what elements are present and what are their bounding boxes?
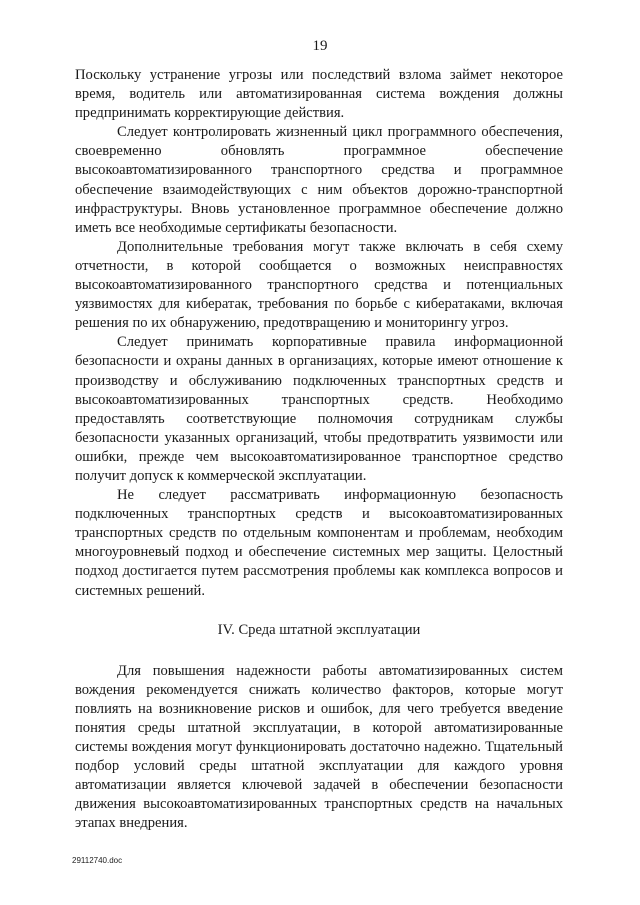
document-body [75,66,563,833]
section-heading: IV. Среда штатной эксплуатации [217,621,421,638]
document-file-id: 29112740.doc [72,856,123,865]
page-number: 19 [312,38,328,54]
paragraph-2: Следует контролировать жизненный цикл программного обеспечения, своевременно обновлять программное обеспечение высокоавтоматизированного транспортного средства и программное обеспечение взаимодействующих с ним объектов дорожно-транспортной инфраструктуры. Вновь установленное программное обеспечение должно иметь все необходимые сертификаты безопасности. [75,124,563,236]
section-paragraph: Для повышения надежности работы автоматизированных систем вождения рекомендуется снижать количество факторов, которые могут повлиять на возникновение рисков и ошибок, для чего требуется введение понятия среды штатной эксплуатации, в которой автоматизированные системы вождения могут функционировать достаточно надежно. Тщательный подбор условий среды штатной эксплуатации для каждого уровня автоматизации является ключевой задачей в обеспечении безопасности движения высокоавтоматизированных транспортных средств на начальных этапах внедрения. [75,662,563,832]
paragraph-5: Не следует рассматривать информационную безопасность подключенных транспортных средств и высокоавтоматизированных транспортных средств по отдельным компонентам и проблемам, необходим многоуровневый подход и обеспечение системных мер защиты. Целостный подход достигается путем рассмотрения проблемы как комплекса вопросов и системных решений. [75,487,563,599]
paragraph-4: Следует принимать корпоративные правила информационной безопасности и охраны данных в организациях, которые имеют отношение к производству и обслуживанию подключенных транспортных средств и высокоавтоматизированных транспортных средств. Необходимо предоставлять соответствующие полномочия сотрудникам службы безопасности указанных организаций, чтобы предотвратить уязвимости или ошибки, прежде чем высокоавтоматизированное транспортное средство получит допуск к коммерческой эксплуатации. [75,334,563,484]
paragraph-1: Поскольку устранение угрозы или последствий взлома займет некоторое время, водитель или автоматизированная система вождения должны предпринимать корректирующие действия. [75,67,563,122]
paragraph-3: Дополнительные требования могут также включать в себя схему отчетности, в которой сообщается о возможных неисправностях высокоавтоматизированного транспортного средства и потенциальных уязвимостях для кибератак, требования по борьбе с кибератаками, включая решения по их обнаружению, предотвращению и мониторингу угроз. [75,238,563,332]
